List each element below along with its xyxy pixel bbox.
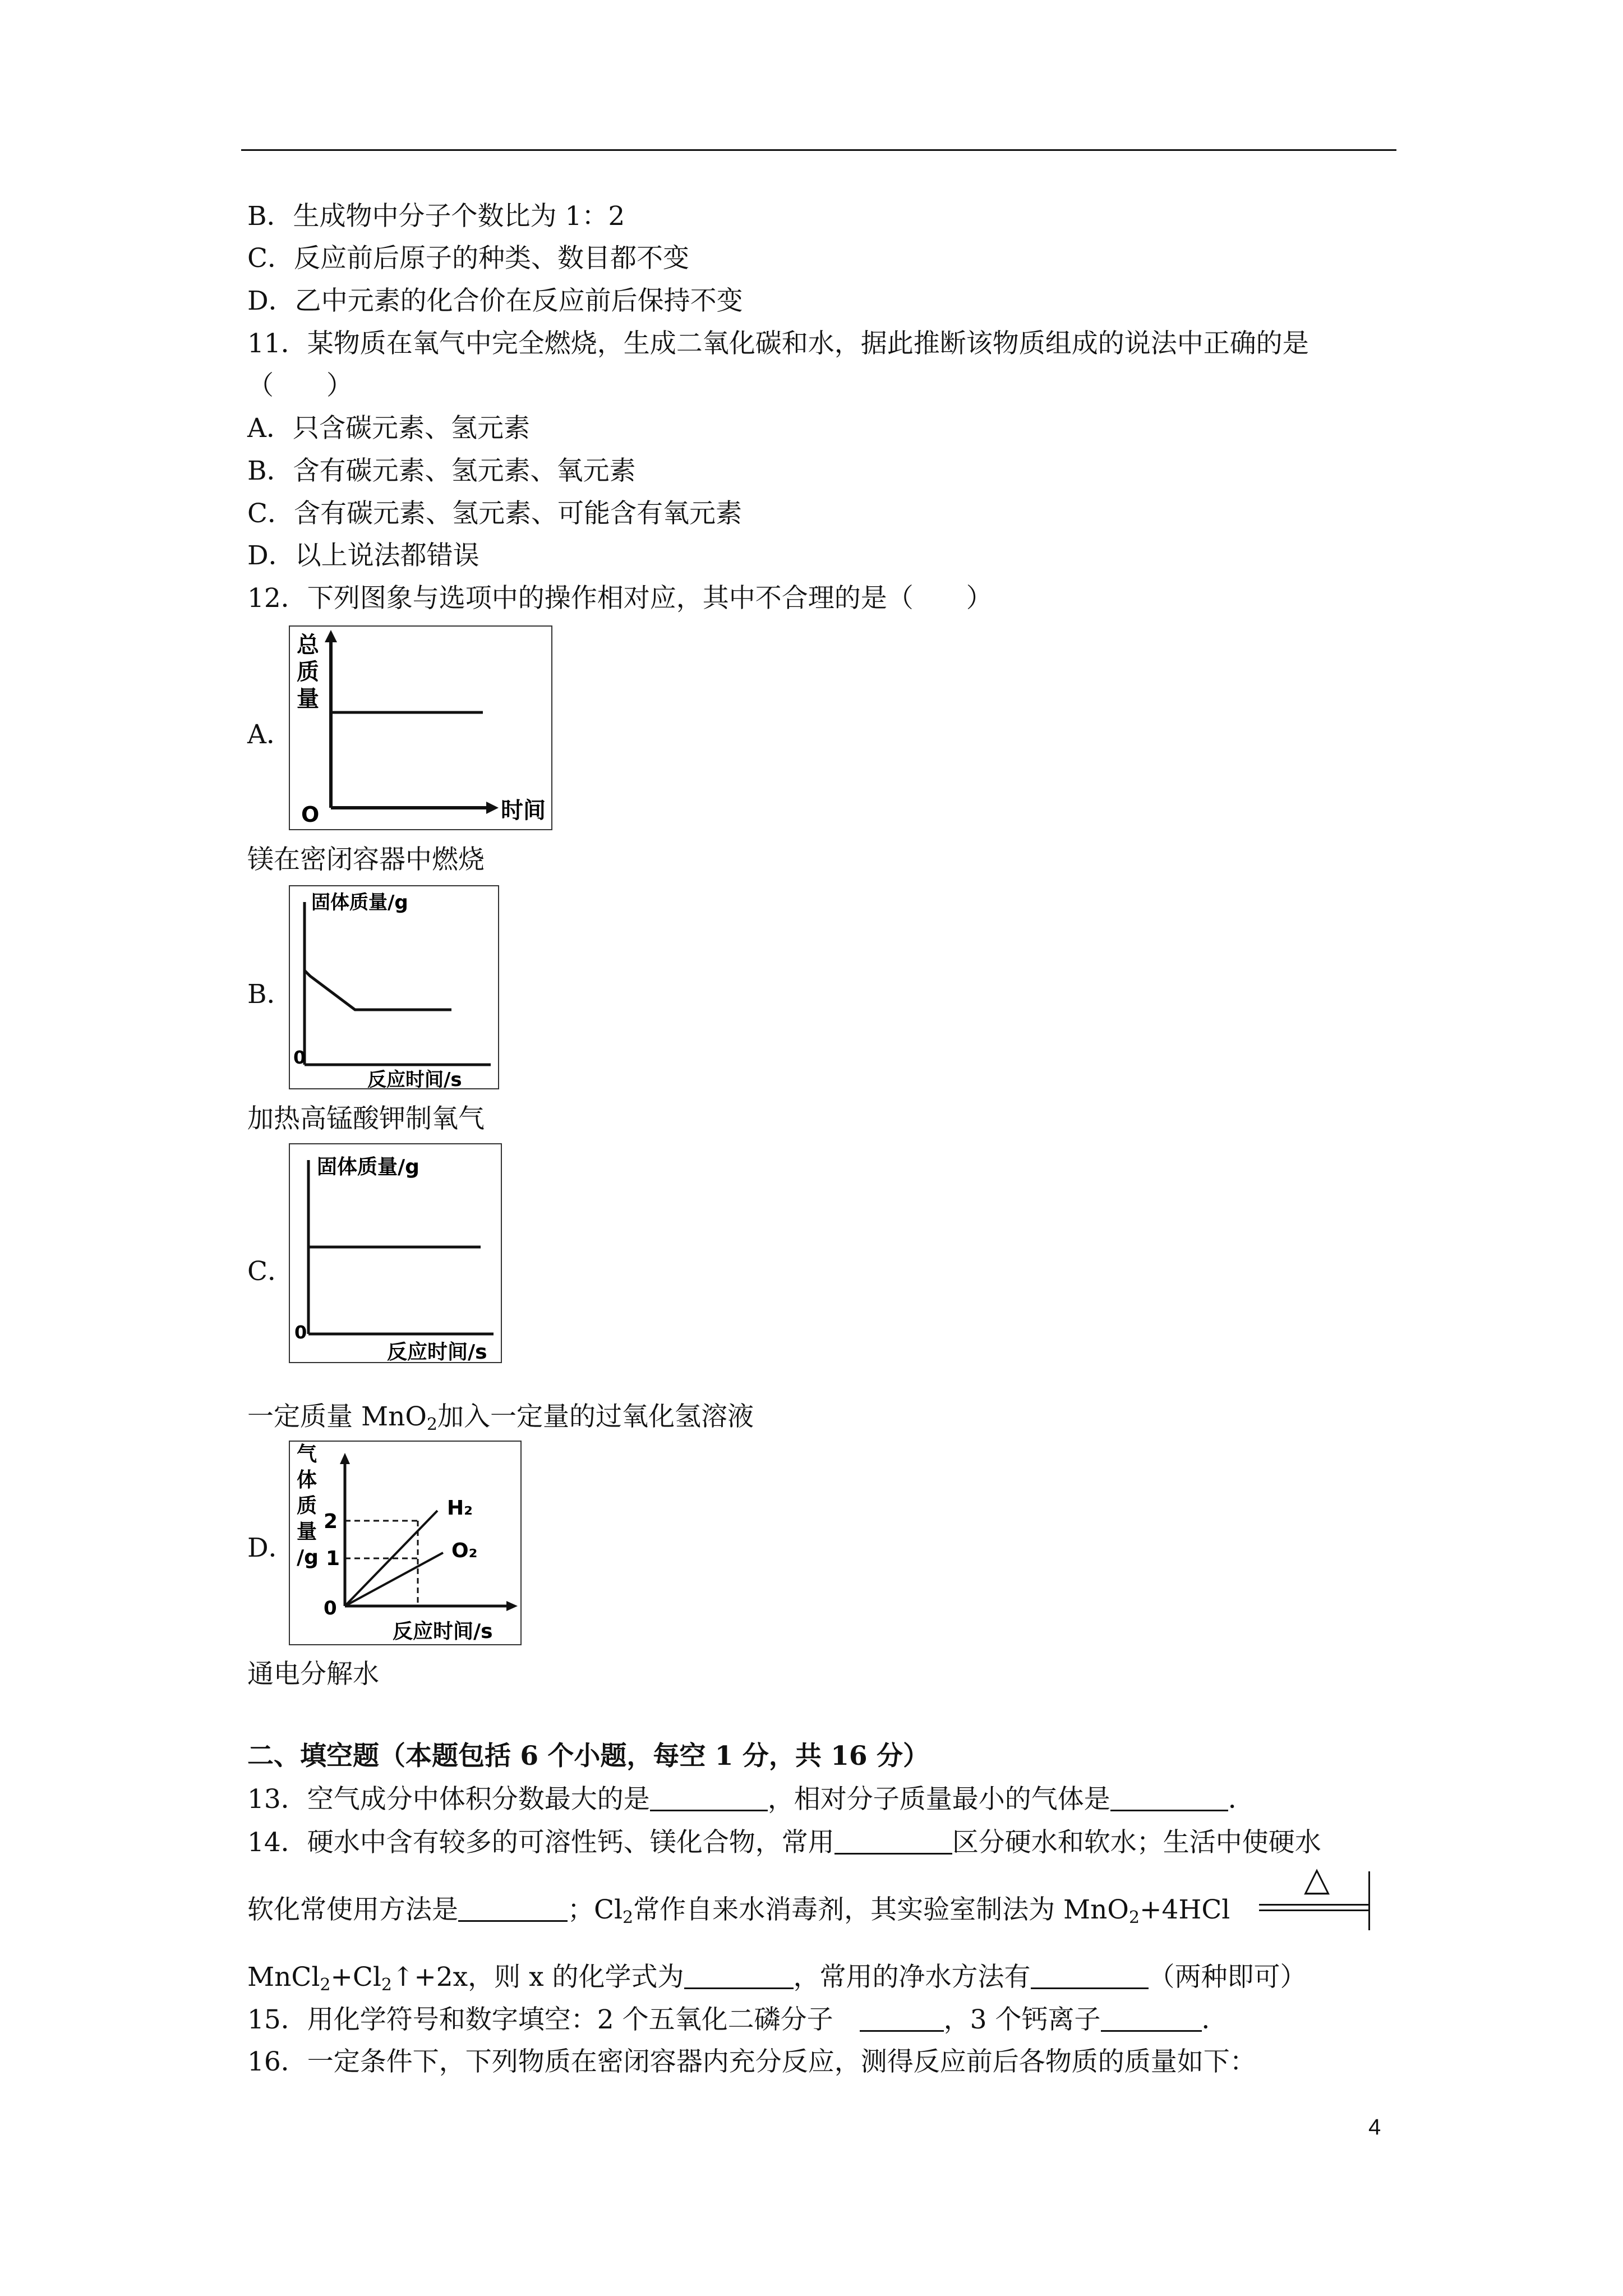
section-2-heading: 二、填空题（本题包括 6 个小题，每空 1 分，共 16 分） [247, 1741, 929, 1772]
q14-part-5: 常作自来水消毒剂，其实验室制法为 MnO [633, 1894, 1129, 1925]
q14-part-2: 区分硬水和软水；生活中使硬水 [952, 1827, 1321, 1858]
q14-part-4-sub: 2 [623, 1908, 634, 1927]
graph-d-ylabel-2: 体 [297, 1469, 317, 1492]
q14-part-4: ；Cl [568, 1894, 623, 1925]
caption-c-pre: 一定质量 MnO [247, 1401, 427, 1432]
graph-a-xlabel: 时间 [501, 798, 546, 823]
q14-part-8-sub: 2 [381, 1975, 392, 1995]
graph-a-ylabel-1: 总 [297, 632, 319, 658]
q14-line-1 [247, 1826, 1321, 1860]
q14-part-10: ，常用的净水方法有 [793, 1962, 1031, 1993]
graph-b-ylabel: 固体质量/g [311, 891, 408, 914]
header-rule [241, 149, 1396, 151]
q11-option-b: B．含有碳元素、氢元素、氧元素 [247, 455, 636, 486]
graph-a-origin: O [301, 802, 320, 827]
caption-c-sub: 2 [426, 1415, 437, 1434]
graph-c-origin: 0 [294, 1322, 307, 1343]
q13 [247, 1783, 1255, 1816]
q12-option-b-caption: 加热高锰酸钾制氧气 [247, 1103, 485, 1134]
equation-line-top [1259, 1904, 1368, 1906]
graph-c-xlabel: 反应时间/s [387, 1341, 487, 1363]
q13-part-3: ． [1228, 1784, 1255, 1815]
graph-a-ylabel-2: 质 [297, 659, 319, 685]
caption-c-post: 加入一定量的过氧化氢溶液 [437, 1401, 754, 1432]
q14-part-3: 软化常使用方法是 [247, 1894, 458, 1925]
q14-blank-1[interactable] [834, 1828, 952, 1855]
q14-line-3 [247, 1961, 1307, 1994]
graph-a [289, 625, 552, 830]
q12-option-a-label: A． [247, 719, 293, 750]
q12-option-a-caption: 镁在密闭容器中燃烧 [247, 844, 485, 875]
q11-paren: （ ） [247, 370, 353, 401]
q11-option-c: C．含有碳元素、氢元素、可能含有氧元素 [247, 498, 742, 529]
q11-stem: 11．某物质在氧气中完全燃烧，生成二氧化碳和水，据此推断该物质组成的说法中正确的是 [247, 328, 1309, 359]
graph-d-origin: 0 [324, 1597, 337, 1619]
q16-stem: 16．一定条件下，下列物质在密闭容器内充分反应，测得反应前后各物质的质量如下： [247, 2046, 1256, 2077]
q14-part-5-sub: 2 [1128, 1908, 1140, 1927]
graph-d-xlabel: 反应时间/s [393, 1620, 493, 1643]
q12-option-d-label: D． [247, 1533, 295, 1563]
q14-part-11: （两种即可） [1148, 1962, 1307, 1993]
q15-blank-2[interactable] [1101, 2005, 1202, 2032]
reaction-condition-heat [1259, 1861, 1374, 1931]
q15-part-1: 15．用化学符号和数字填空：2 个五氧化二磷分子 [247, 2004, 860, 2035]
heat-triangle-icon: △ [1304, 1860, 1330, 1899]
q14-part-7-sub: 2 [320, 1975, 331, 1995]
q13-blank-2[interactable] [1110, 1785, 1228, 1811]
page-number: 4 [1368, 2115, 1381, 2139]
graph-a-ylabel-3: 量 [297, 686, 319, 712]
q10-option-c: C．反应前后原子的种类、数目都不变 [247, 243, 689, 274]
graph-d-ylabel-4: 量 [297, 1520, 317, 1543]
graph-d-series-o2: O₂ [451, 1539, 478, 1562]
graph-d-ylabel-5: /g [297, 1546, 319, 1569]
q15 [247, 2003, 1228, 2037]
graph-d-series-h2: H₂ [447, 1497, 473, 1520]
q14-blank-3[interactable] [684, 1963, 794, 1989]
q15-part-3: ． [1201, 2004, 1228, 2035]
q14-part-8: +Cl [330, 1962, 381, 1993]
graph-c-ylabel: 固体质量/g [317, 1156, 419, 1179]
q14-part-9: ↑+2x，则 x 的化学式为 [391, 1962, 684, 1993]
graph-d-tick-2: 2 [324, 1510, 338, 1533]
equation-line-bottom [1259, 1910, 1368, 1911]
q13-part-1: 13．空气成分中体积分数最大的是 [247, 1784, 650, 1815]
q14-blank-4[interactable] [1031, 1963, 1149, 1989]
q14-line-2 [247, 1893, 1230, 1927]
q14-part-6: +4HCl [1140, 1894, 1230, 1925]
q13-blank-1[interactable] [650, 1785, 768, 1811]
q11-option-a: A．只含碳元素、氢元素 [247, 413, 530, 444]
graph-b-origin: 0 [293, 1047, 306, 1068]
q15-part-2: ，3 个钙离子 [943, 2004, 1101, 2035]
equation-bracket [1368, 1871, 1370, 1930]
q10-option-b: B．生成物中分子个数比为 1：2 [247, 201, 625, 232]
q12-option-c-caption [247, 1400, 754, 1434]
q12-option-b-label: B． [247, 979, 293, 1010]
graph-b-xlabel: 反应时间/s [367, 1069, 462, 1090]
graph-c [289, 1143, 502, 1363]
q14-part-7: MnCl [247, 1962, 320, 1993]
q14-blank-2[interactable] [458, 1895, 568, 1922]
graph-d-tick-1: 1 [326, 1547, 340, 1570]
graph-b [289, 885, 499, 1090]
q12-option-d-caption: 通电分解水 [247, 1659, 379, 1690]
q12-option-c-label: C． [247, 1256, 294, 1287]
graph-d [289, 1441, 522, 1645]
graph-d-ylabel-1: 气 [297, 1443, 317, 1466]
q12-stem: 12．下列图象与选项中的操作相对应，其中不合理的是（ ） [247, 583, 993, 614]
q13-part-2: ，相对分子质量最小的气体是 [767, 1784, 1110, 1815]
q15-blank-1[interactable] [860, 2005, 944, 2032]
q11-option-d: D．以上说法都错误 [247, 540, 479, 571]
graph-d-ylabel-3: 质 [297, 1494, 317, 1517]
q10-option-d: D．乙中元素的化合价在反应前后保持不变 [247, 286, 743, 316]
q14-part-1: 14．硬水中含有较多的可溶性钙、镁化合物，常用 [247, 1827, 834, 1858]
